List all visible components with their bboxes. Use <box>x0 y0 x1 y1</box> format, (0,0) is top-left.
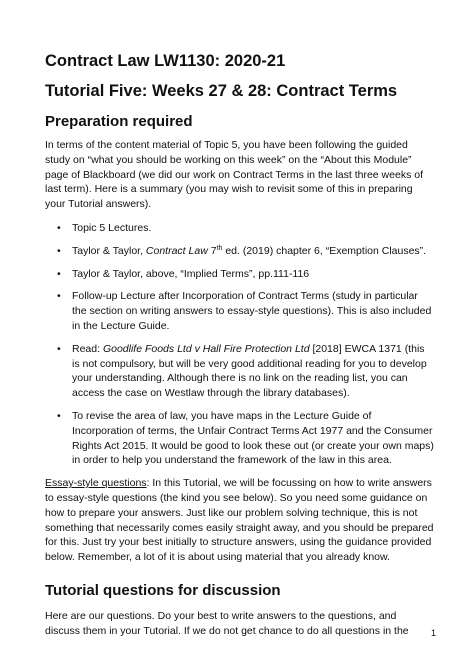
book-title: Contract Law <box>145 244 208 257</box>
essay-label: Essay-style questions <box>45 477 147 490</box>
edition-suffix: th <box>216 244 223 252</box>
list-item-text: [2018] EWCA 1371 (this is not compulsory, but will be very good additional reading for you to develop your understanding. Although there is no link on the reading list, you can access the case on Westlaw through the library databases). <box>72 342 427 400</box>
list-item-text: Taylor & Taylor, above, “Implied Terms”, pp.111-116 <box>72 267 310 280</box>
edition-number: 7 <box>207 244 217 257</box>
case-name: Goodlife Foods Ltd v Hall Fire Protection Ltd <box>102 342 310 355</box>
page-number: 1 <box>430 628 436 638</box>
essay-text: : In this Tutorial, we will be focussing on how to write answers to essay-style questions (the kind you see below). So you need some guidance on how to prepare your answers. Just like our problem solving technique, this is not something that necessarily comes easily straight away, and you should be prepared for this. Just try your best initially to structure answers, using the guidance provided below. Remember, a lot of it is about using material that you already know. <box>45 477 434 564</box>
tutorial-title: Tutorial Five: Weeks 27 & 28: Contract Terms <box>45 82 398 100</box>
essay-paragraph <box>45 476 434 565</box>
list-item <box>45 244 434 259</box>
list-item-text: Read: <box>72 342 103 355</box>
list-item-text: To revise the area of law, you have maps in the Lecture Guide of Incorporation of terms, the Unfair Contract Terms Act 1977 and the Consumer Rights Act 2015. It would be good to look these out (or create your own maps) in order to help you understand the framework of the law in this area. <box>72 409 434 467</box>
preparation-list <box>45 221 434 468</box>
intro-paragraph: In terms of the content material of Topic 5, you have been following the guided study on “what you should be working on this week” on the “About this Module” page of Blackboard (we did our work on Contract Terms in the last three weeks of last term). Here is a summary (you may wish to revisit some of this in preparing your Tutorial answers). <box>45 139 423 211</box>
list-item-text: Follow-up Lecture after Incorporation of Contract Terms (study in particular the section on writing answers to essay-style questions). This is also included in the Lecture Guide. <box>72 290 432 332</box>
preparation-heading: Preparation required <box>45 113 193 130</box>
list-item-text: ed. (2019) chapter 6, “Exemption Clauses”. <box>222 244 427 257</box>
list-item <box>45 267 434 282</box>
document-title: Contract Law LW1130: 2020-21 <box>45 52 286 70</box>
list-item-text: Taylor & Taylor, <box>72 244 146 257</box>
list-item <box>45 342 434 401</box>
list-item <box>45 221 434 236</box>
tutorial-questions-paragraph: Here are our questions. Do your best to write answers to the questions, and discuss them in your Tutorial. If we do not get chance to do all questions in the <box>45 609 409 637</box>
list-item <box>45 289 434 333</box>
list-item-text: Topic 5 Lectures. <box>72 221 152 234</box>
tutorial-questions-heading: Tutorial questions for discussion <box>45 581 281 599</box>
list-item <box>45 409 434 468</box>
